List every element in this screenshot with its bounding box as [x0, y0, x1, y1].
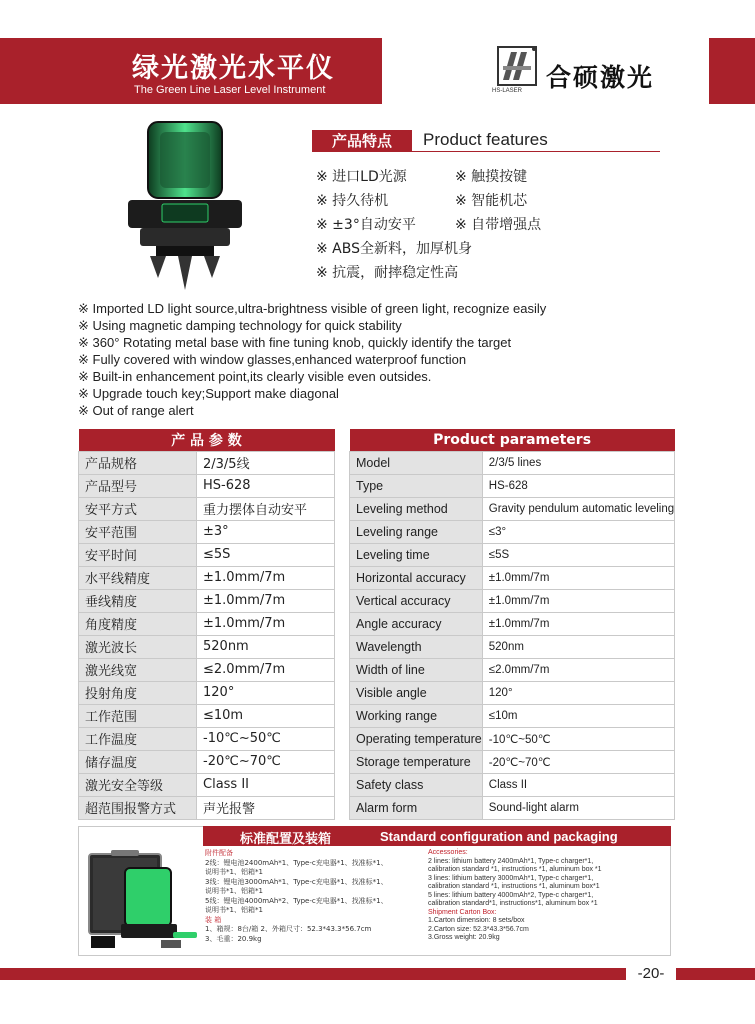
param-value: 2/3/5 lines: [482, 451, 674, 474]
param-value: 120°: [482, 681, 674, 704]
param-label: 储存温度: [79, 750, 197, 773]
param-label: Leveling range: [350, 520, 483, 543]
param-value: ±1.0mm/7m: [482, 566, 674, 589]
param-value: 2/3/5线: [197, 451, 335, 474]
param-row: [350, 451, 675, 474]
feature-cn-item: ※ 触摸按键: [455, 169, 528, 185]
feature-en-item: ※ Out of range alert: [78, 403, 194, 418]
param-label: 激光线宽: [79, 658, 197, 681]
param-row: [350, 635, 675, 658]
packaging-title-en: Standard configuration and packaging: [380, 829, 618, 844]
param-label: Alarm form: [350, 796, 483, 819]
param-value: 120°: [197, 681, 335, 704]
param-value: -10℃~50℃: [197, 727, 335, 750]
param-row: [79, 704, 335, 727]
param-label: 激光波长: [79, 635, 197, 658]
param-label: 水平线精度: [79, 566, 197, 589]
param-value: ≤3°: [482, 520, 674, 543]
param-value: HS-628: [197, 474, 335, 497]
param-row: [350, 566, 675, 589]
param-value: ≤10m: [197, 704, 335, 727]
params-table-en: [349, 429, 675, 820]
packaging-list-en: [428, 849, 671, 943]
feature-cn-item: ※ ±3°自动安平: [316, 217, 416, 233]
param-label: Type: [350, 474, 483, 497]
param-row: [350, 727, 675, 750]
laser-level-product-image: [120, 118, 250, 298]
param-value: ≤2.0mm/7m: [482, 658, 674, 681]
packaging-line: 装 箱: [205, 915, 222, 924]
param-label: 产品型号: [79, 474, 197, 497]
packaging-line: 附件配备: [205, 849, 233, 857]
param-label: Leveling method: [350, 497, 483, 520]
packaging-kit-image: [85, 846, 201, 952]
param-row: [79, 681, 335, 704]
param-label: 激光安全等级: [79, 773, 197, 796]
param-label: 角度精度: [79, 612, 197, 635]
param-row: [350, 612, 675, 635]
param-label: 工作温度: [79, 727, 197, 750]
packaging-line: 2线：锂电池2400mAh*1、Type-c充电器*1、找准标*1、: [205, 858, 388, 867]
param-label: 产品规格: [79, 451, 197, 474]
param-label: Model: [350, 451, 483, 474]
packaging-line: calibration standard*1, instructions*1, aluminum box *1: [428, 900, 598, 907]
param-value: 声光报警: [197, 796, 335, 819]
packaging-line: 说明书*1、铝箱*1: [205, 906, 263, 914]
packaging-line: 1、箱规：8台/箱 2、外箱尺寸：52.3*43.3*56.7cm: [205, 925, 372, 933]
params-table-cn: [78, 429, 335, 820]
param-value: -20℃~70℃: [197, 750, 335, 773]
feature-en-item: ※ Imported LD light source,ultra-brightness visible of green light, recognize easily: [78, 301, 547, 316]
logo-caption: HS-LASER: [492, 88, 523, 94]
brand-logo-icon: [497, 46, 537, 90]
param-row: [350, 520, 675, 543]
param-value: Class II: [482, 773, 674, 796]
packaging-line: Accessories:: [428, 849, 468, 856]
param-label: Safety class: [350, 773, 483, 796]
param-row: [79, 635, 335, 658]
packaging-line: 3、毛重：20.9kg: [205, 934, 262, 943]
features-en-list: [78, 300, 546, 419]
param-label: Width of line: [350, 658, 483, 681]
param-value: 520nm: [197, 635, 335, 658]
features-tag: 产品特点: [312, 130, 412, 152]
feature-cn-item: ※ 抗震，耐摔稳定性高: [316, 265, 459, 281]
packaging-line: 5线：锂电池4000mAh*2、Type-c充电器*1、找准标*1、: [205, 896, 388, 905]
param-value: ≤5S: [197, 543, 335, 566]
param-value: ±1.0mm/7m: [197, 566, 335, 589]
packaging-line: calibration standard *1, instructions *1, aluminum box*1: [428, 883, 600, 890]
packaging-line: calibration standard *1, instructions *1, aluminum box *1: [428, 866, 602, 873]
packaging-line: 说明书*1、铝箱*1: [205, 887, 263, 895]
feature-cn-item: ※ 进口LD光源: [316, 169, 407, 185]
packaging-line: 3 lines: lithium battery 3000mAh*1, Type-c charger*1,: [428, 874, 594, 882]
packaging-list-cn: [205, 849, 423, 944]
page-number: -20-: [626, 963, 676, 985]
param-row: [79, 612, 335, 635]
param-value: 重力摆体自动安平: [197, 497, 335, 520]
param-value: ±1.0mm/7m: [197, 612, 335, 635]
param-row: [79, 474, 335, 497]
param-row: [350, 750, 675, 773]
param-row: [79, 589, 335, 612]
packaging-line: Shipment Carton Box:: [428, 908, 497, 916]
param-value: -20℃~70℃: [482, 750, 674, 773]
feature-cn-item: ※ ABS全新料，加厚机身: [316, 241, 473, 257]
param-value: -10℃~50℃: [482, 727, 674, 750]
param-value: Class II: [197, 773, 335, 796]
header-banner-right: [709, 38, 755, 104]
param-label: 安平范围: [79, 520, 197, 543]
features-title: Product features: [423, 130, 548, 149]
param-label: 垂线精度: [79, 589, 197, 612]
param-label: 投射角度: [79, 681, 197, 704]
param-row: [350, 497, 675, 520]
param-label: 超范围报警方式: [79, 796, 197, 819]
params-table-en-title: Product parameters: [350, 429, 675, 451]
param-row: [350, 704, 675, 727]
param-row: [79, 750, 335, 773]
param-value: ≤5S: [482, 543, 674, 566]
param-label: Storage temperature: [350, 750, 483, 773]
packaging-line: 1.Carton dimension: 8 sets/box: [428, 917, 525, 924]
param-label: Operating temperature: [350, 727, 483, 750]
feature-en-item: ※ Fully covered with window glasses,enhanced waterproof function: [78, 352, 467, 367]
param-row: [350, 796, 675, 819]
param-row: [350, 589, 675, 612]
param-value: HS-628: [482, 474, 674, 497]
param-row: [350, 543, 675, 566]
param-row: [79, 451, 335, 474]
param-row: [350, 681, 675, 704]
packaging-line: 2.Carton size: 52.3*43.3*56.7cm: [428, 925, 529, 933]
param-row: [350, 474, 675, 497]
param-label: 工作范围: [79, 704, 197, 727]
param-row: [79, 497, 335, 520]
param-label: 安平方式: [79, 497, 197, 520]
feature-cn-item: ※ 智能机芯: [455, 193, 528, 209]
feature-cn-item: ※ 持久待机: [316, 193, 389, 209]
param-row: [350, 658, 675, 681]
param-label: Working range: [350, 704, 483, 727]
feature-cn-item: ※ 自带增强点: [455, 217, 542, 233]
param-value: ≤2.0mm/7m: [197, 658, 335, 681]
packaging-line: 2 lines: lithium battery 2400mAh*1, Type-c charger*1,: [428, 857, 594, 865]
param-value: 520nm: [482, 635, 674, 658]
packaging-title-cn: 标准配置及装箱: [240, 832, 332, 847]
page-title: 绿光激光水平仪: [132, 53, 335, 84]
page-subtitle: The Green Line Laser Level Instrument: [134, 84, 326, 96]
param-row: [350, 773, 675, 796]
packaging-line: 3线：锂电池3000mAh*1、Type-c充电器*1、找准标*1、: [205, 877, 388, 886]
param-value: ≤10m: [482, 704, 674, 727]
brand-name: 合硕激光: [546, 63, 655, 92]
param-value: ±1.0mm/7m: [482, 589, 674, 612]
feature-en-item: ※ 360° Rotating metal base with fine tuning knob, quickly identify the target: [78, 335, 512, 350]
feature-en-item: ※ Upgrade touch key;Support make diagonal: [78, 386, 339, 401]
param-row: [79, 658, 335, 681]
param-row: [79, 727, 335, 750]
packaging-line: 3.Gross weight: 20.9kg: [428, 934, 500, 941]
packaging-line: 说明书*1、铝箱*1: [205, 868, 263, 876]
packaging-line: 5 lines: lithium battery 4000mAh*2, Type-c charger*1,: [428, 891, 594, 899]
param-value: ±1.0mm/7m: [482, 612, 674, 635]
param-value: Sound-light alarm: [482, 796, 674, 819]
param-row: [79, 543, 335, 566]
param-row: [79, 796, 335, 819]
feature-en-item: ※ Using magnetic damping technology for quick stability: [78, 318, 402, 333]
param-label: Vertical accuracy: [350, 589, 483, 612]
param-label: Angle accuracy: [350, 612, 483, 635]
param-label: Wavelength: [350, 635, 483, 658]
param-label: Visible angle: [350, 681, 483, 704]
param-label: Leveling time: [350, 543, 483, 566]
param-value: Gravity pendulum automatic leveling: [482, 497, 674, 520]
feature-en-item: ※ Built-in enhancement point,its clearly visible even outsides.: [78, 369, 432, 384]
param-value: ±3°: [197, 520, 335, 543]
param-label: Horizontal accuracy: [350, 566, 483, 589]
param-row: [79, 566, 335, 589]
params-table-cn-title: 产 品 参 数: [79, 429, 335, 451]
features-underline: [412, 151, 660, 152]
param-row: [79, 520, 335, 543]
param-row: [79, 773, 335, 796]
param-label: 安平时间: [79, 543, 197, 566]
param-value: ±1.0mm/7m: [197, 589, 335, 612]
